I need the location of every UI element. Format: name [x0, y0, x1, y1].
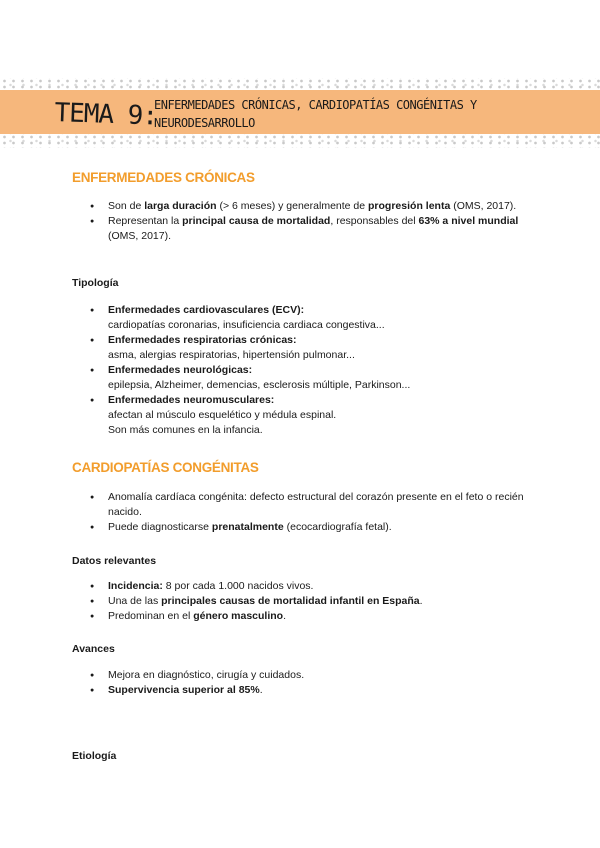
topic-title: TEMA 9: — [53, 98, 158, 132]
typology-heading: Tipología — [72, 277, 119, 289]
section-title-chronic: ENFERMEDADES CRÓNICAS — [72, 170, 255, 185]
list-item: ● Supervivencia superior al 85%. — [90, 683, 530, 698]
list-item: ● Anomalía cardíaca congénita: defecto estructural del corazón presente en el feto o recién nacido. — [90, 490, 530, 520]
list-item: ● Enfermedades respiratorias crónicas: asma, alergias respiratorias, hipertensión pulmonar... — [90, 333, 530, 363]
advances-heading: Avances — [72, 643, 115, 655]
etiology-heading: Etiología — [72, 750, 117, 762]
chronic-list — [90, 199, 530, 244]
list-item: ● Enfermedades neuromusculares: afectan al músculo esquelético y médula espinal. Son más comunes en la infancia. — [90, 393, 530, 438]
list-item: ● Enfermedades cardiovasculares (ECV): cardiopatías coronarias, insuficiencia cardiaca congestiva... — [90, 303, 530, 333]
relevant-data-heading: Datos relevantes — [72, 555, 157, 567]
advances-list — [90, 668, 530, 698]
list-item: ● Mejora en diagnóstico, cirugía y cuidados. — [90, 668, 530, 683]
topic-subtitle: ENFERMEDADES CRÓNICAS, CARDIOPATÍAS CONGÉNITAS Y NEURODESARROLLO — [154, 98, 477, 130]
list-item: ● Enfermedades neurológicas: epilepsia, Alzheimer, demencias, esclerosis múltiple, Parkinson... — [90, 363, 530, 393]
list-item: ● Puede diagnosticarse prenatalmente (ecocardiografía fetal). — [90, 520, 530, 535]
list-item: ● Una de las principales causas de mortalidad infantil en España. — [90, 594, 530, 609]
list-item: ● Representan la principal causa de mortalidad, responsables del 63% a nivel mundial (OMS, 2017). — [90, 214, 530, 244]
list-item: ● Incidencia: 8 por cada 1.000 nacidos vivos. — [90, 579, 530, 594]
section-title-congenital: CARDIOPATÍAS CONGÉNITAS — [72, 460, 259, 475]
relevant-data-list — [90, 579, 530, 624]
congenital-list — [90, 490, 530, 535]
list-item: ● Predominan en el género masculino. — [90, 609, 530, 624]
header-dots-bottom — [0, 134, 600, 148]
typology-list — [90, 303, 530, 438]
list-item: ● Son de larga duración (> 6 meses) y generalmente de progresión lenta (OMS, 2017). — [90, 199, 530, 214]
